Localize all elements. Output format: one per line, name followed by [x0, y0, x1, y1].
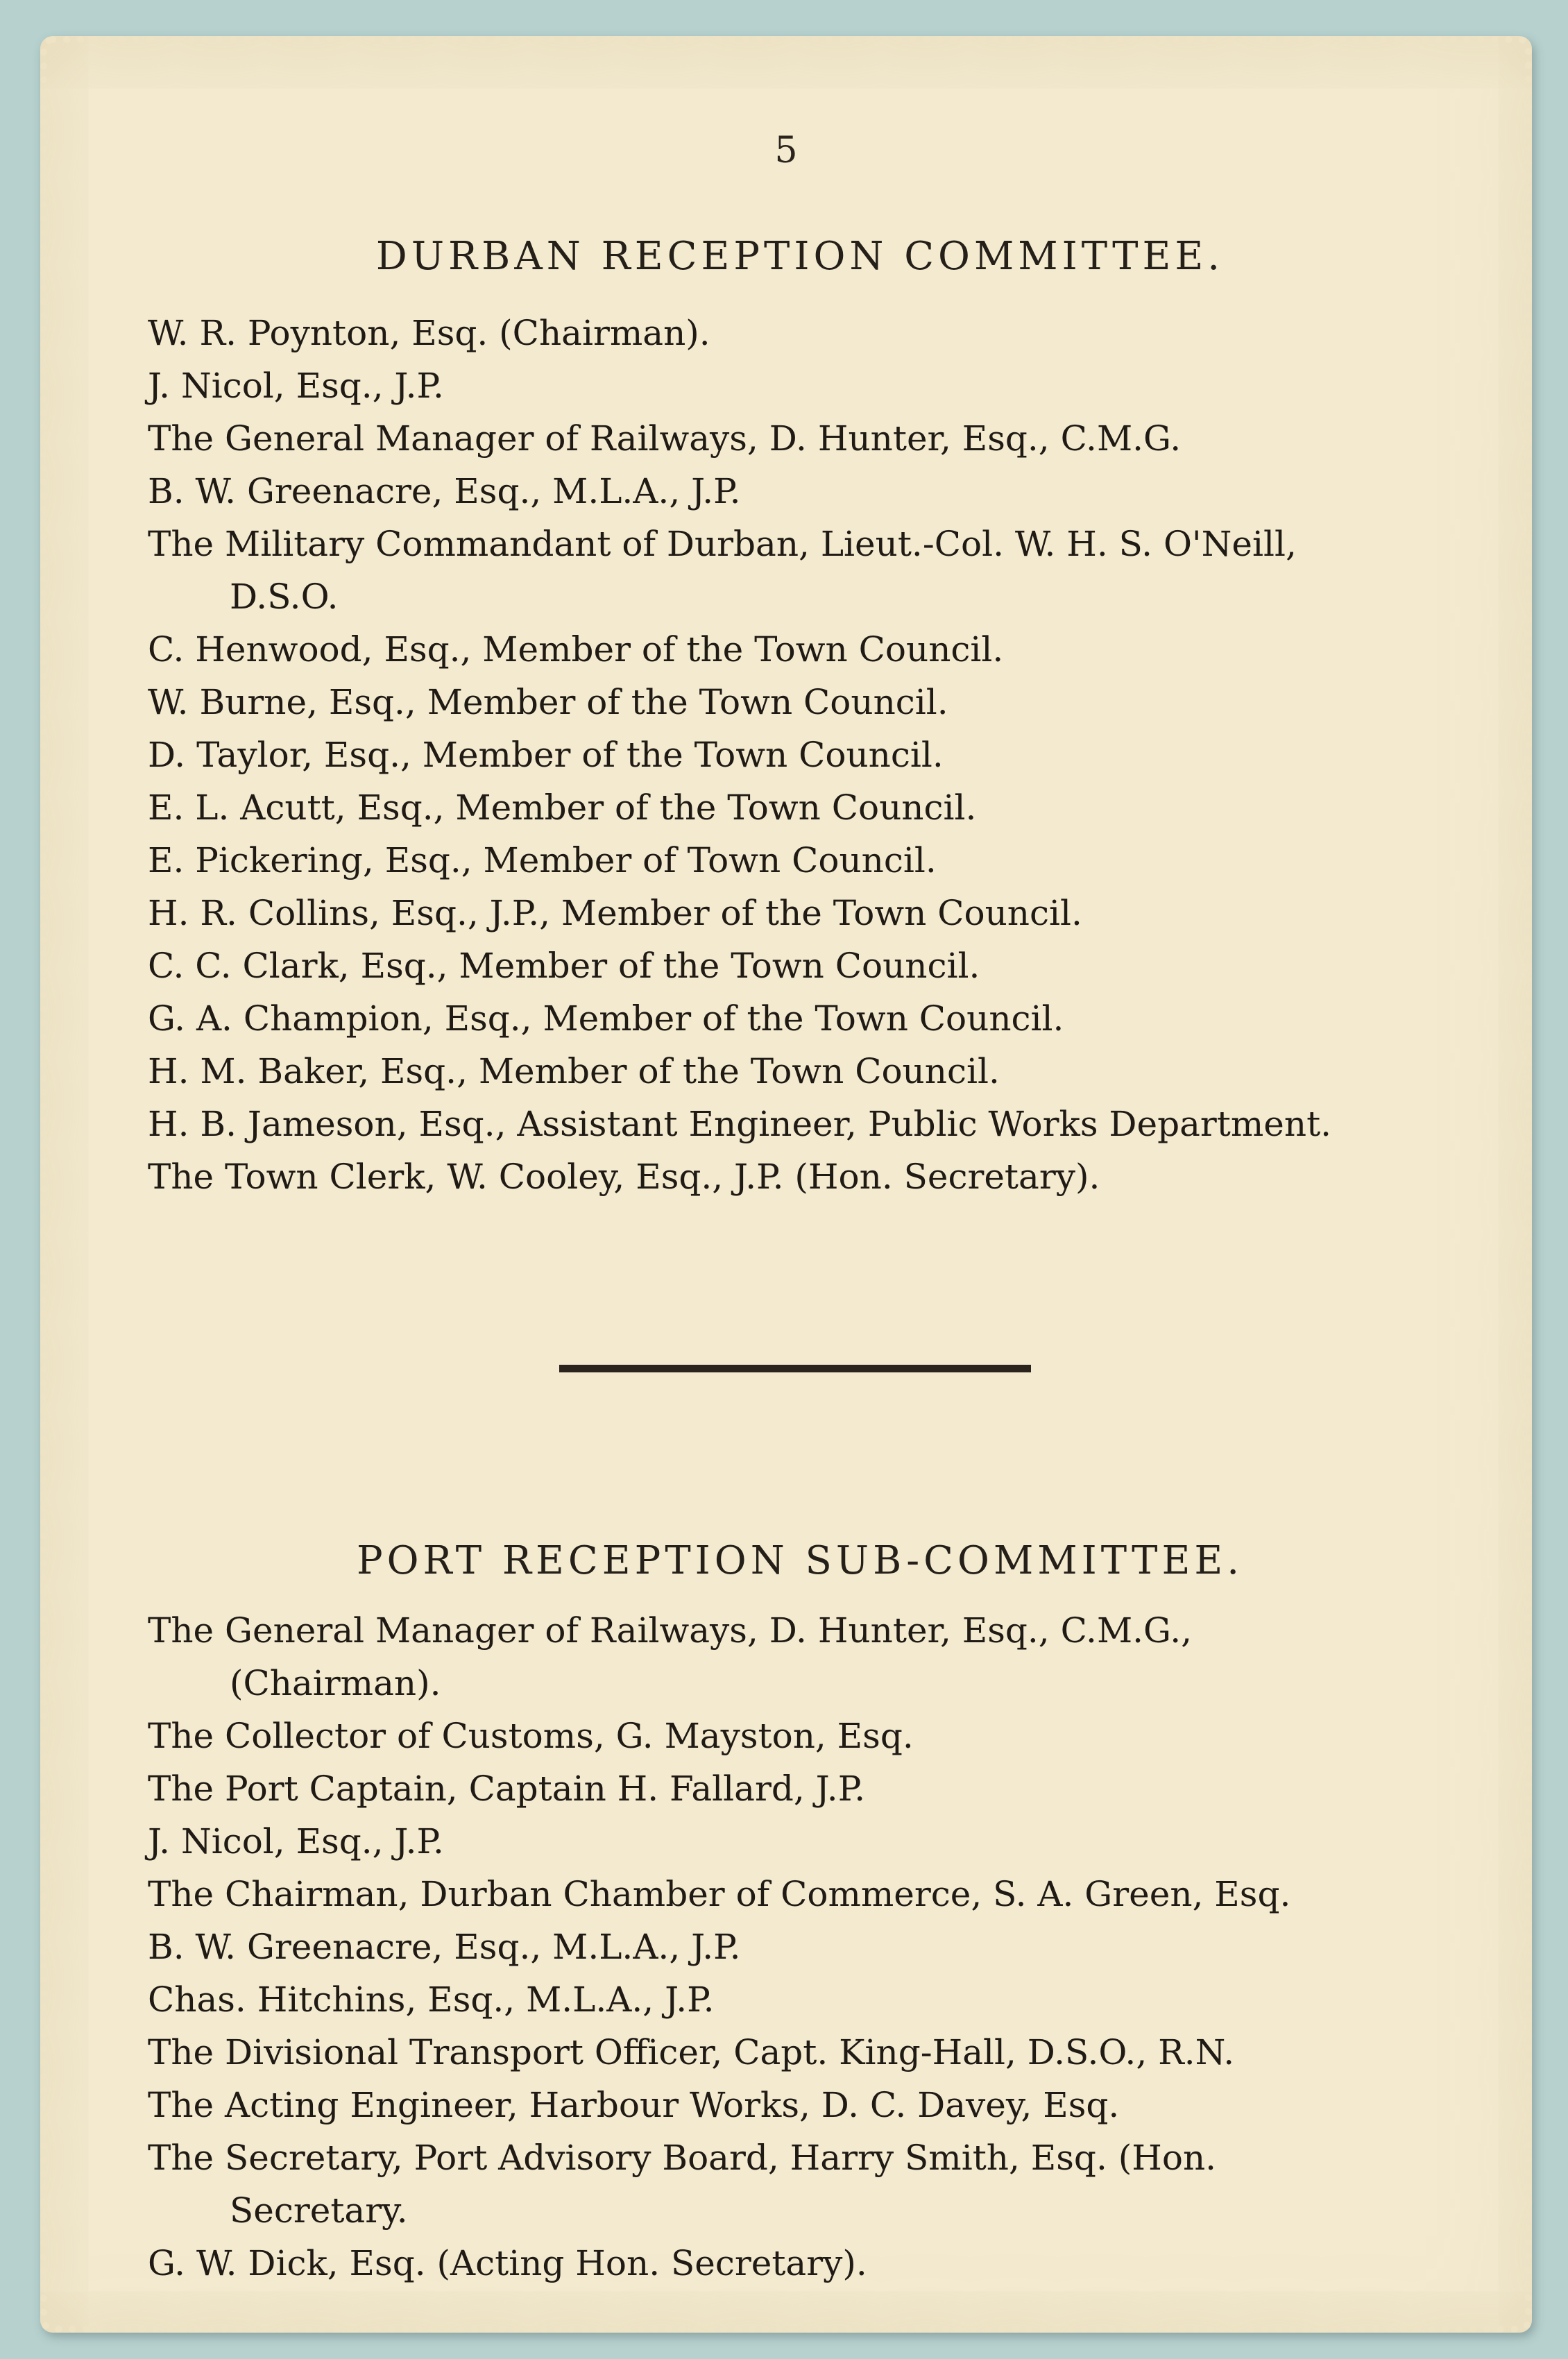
list-item: The Port Captain, Captain H. Fallard, J.P.: [148, 1769, 866, 1809]
list-item: The Chairman, Durban Chamber of Commerce, S. A. Green, Esq.: [148, 1874, 1291, 1914]
list-item: G. A. Champion, Esq., Member of the Town Council.: [148, 998, 1064, 1039]
list-item: The General Manager of Railways, D. Hunter, Esq., C.M.G.: [148, 418, 1182, 459]
list-item: The Divisional Transport Officer, Capt. King-Hall, D.S.O., R.N.: [148, 2032, 1235, 2072]
list-item: E. Pickering, Esq., Member of Town Council.: [148, 840, 937, 880]
list-item: The Acting Engineer, Harbour Works, D. C. Davey, Esq.: [148, 2085, 1120, 2125]
list-item: G. W. Dick, Esq. (Acting Hon. Secretary).: [148, 2243, 867, 2283]
list-item: B. W. Greenacre, Esq., M.L.A., J.P.: [148, 1927, 741, 1967]
list-item: The Secretary, Port Advisory Board, Harry Smith, Esq. (Hon.: [148, 2138, 1217, 2178]
list-item: H. M. Baker, Esq., Member of the Town Council.: [148, 1051, 1000, 1091]
list-item: W. Burne, Esq., Member of the Town Council.: [148, 682, 948, 722]
list-item: The Town Clerk, W. Cooley, Esq., J.P. (Hon. Secretary).: [148, 1157, 1100, 1197]
list-item: H. R. Collins, Esq., J.P., Member of the Town Council.: [148, 893, 1082, 933]
section-divider: [559, 1365, 1031, 1372]
list-item: D.S.O.: [230, 577, 339, 617]
list-item: H. B. Jameson, Esq., Assistant Engineer, Public Works Department.: [148, 1104, 1332, 1144]
list-item: E. L. Acutt, Esq., Member of the Town Council.: [148, 787, 977, 828]
list-item: W. R. Poynton, Esq. (Chairman).: [148, 313, 710, 353]
list-item: Chas. Hitchins, Esq., M.L.A., J.P.: [148, 1979, 715, 2020]
list-item: The Military Commandant of Durban, Lieut.-Col. W. H. S. O'Neill,: [148, 524, 1297, 564]
document-page: [40, 36, 1532, 2333]
list-item: The General Manager of Railways, D. Hunter, Esq., C.M.G.,: [148, 1610, 1192, 1651]
list-item: The Collector of Customs, G. Mayston, Esq.: [148, 1716, 914, 1756]
port-committee-title: PORT RECEPTION SUB-COMMITTEE.: [356, 1538, 1244, 1583]
list-item: J. Nicol, Esq., J.P.: [148, 1821, 444, 1862]
list-item: C. C. Clark, Esq., Member of the Town Council.: [148, 946, 980, 986]
page-number: 5: [774, 130, 798, 171]
list-item: B. W. Greenacre, Esq., M.L.A., J.P.: [148, 471, 741, 511]
durban-committee-list: [148, 307, 1508, 1203]
list-item: (Chairman).: [230, 1663, 441, 1703]
list-item: C. Henwood, Esq., Member of the Town Council.: [148, 629, 1004, 670]
list-item: Secretary.: [230, 2190, 408, 2231]
durban-committee-title: DURBAN RECEPTION COMMITTEE.: [375, 234, 1225, 279]
list-item: D. Taylor, Esq., Member of the Town Council.: [148, 735, 944, 775]
list-item: J. Nicol, Esq., J.P.: [148, 366, 444, 406]
port-committee-list: [148, 1604, 1508, 2290]
